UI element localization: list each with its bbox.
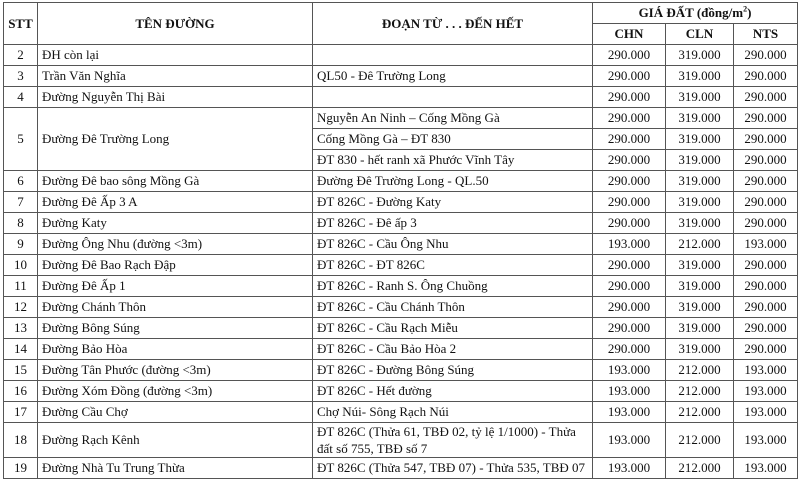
cell-segment: ĐT 826C - Ranh S. Ông Chuồng <box>313 276 593 297</box>
cell-cln: 319.000 <box>666 129 734 150</box>
table-row <box>4 234 798 255</box>
cell-stt: 2 <box>4 45 38 66</box>
cell-nts: 193.000 <box>734 402 798 423</box>
table-row <box>4 458 798 479</box>
cell-segment: ĐT 826C - Đường Katy <box>313 192 593 213</box>
table-row <box>4 297 798 318</box>
cell-nts: 193.000 <box>734 360 798 381</box>
cell-chn: 290.000 <box>593 318 666 339</box>
cell-cln: 319.000 <box>666 108 734 129</box>
cell-nts: 290.000 <box>734 339 798 360</box>
cell-stt: 4 <box>4 87 38 108</box>
cell-name: Đường Đê Trường Long <box>38 108 313 171</box>
cell-nts: 193.000 <box>734 423 798 458</box>
cell-stt: 7 <box>4 192 38 213</box>
cell-nts: 290.000 <box>734 276 798 297</box>
table-row <box>4 423 798 458</box>
cell-chn: 290.000 <box>593 297 666 318</box>
cell-name: Đường Chánh Thôn <box>38 297 313 318</box>
cell-segment: Chợ Núi- Sông Rạch Núi <box>313 402 593 423</box>
cell-segment: ĐT 826C - Cầu Rạch Miễu <box>313 318 593 339</box>
cell-segment: ĐT 826C - ĐT 826C <box>313 255 593 276</box>
cell-nts: 290.000 <box>734 87 798 108</box>
cell-nts: 290.000 <box>734 171 798 192</box>
cell-nts: 193.000 <box>734 234 798 255</box>
cell-segment: Đường Đê Trường Long - QL.50 <box>313 171 593 192</box>
cell-nts: 290.000 <box>734 192 798 213</box>
cell-name: Đường Nguyễn Thị Bài <box>38 87 313 108</box>
cell-name: Đường Đê Bao Rạch Đập <box>38 255 313 276</box>
cell-cln: 212.000 <box>666 381 734 402</box>
cell-name: ĐH còn lại <box>38 45 313 66</box>
cell-nts: 290.000 <box>734 45 798 66</box>
cell-segment: ĐT 830 - hết ranh xã Phước Vĩnh Tây <box>313 150 593 171</box>
cell-chn: 290.000 <box>593 339 666 360</box>
header-gia-dat-text: GIÁ ĐẤT (đồng/m <box>638 5 744 20</box>
cell-chn: 290.000 <box>593 45 666 66</box>
cell-stt: 5 <box>4 108 38 171</box>
cell-name: Đường Bảo Hòa <box>38 339 313 360</box>
cell-cln: 319.000 <box>666 150 734 171</box>
cell-name: Đường Bông Súng <box>38 318 313 339</box>
header-stt: STT <box>4 3 38 45</box>
cell-segment: Cống Mồng Gà – ĐT 830 <box>313 129 593 150</box>
table-row <box>4 381 798 402</box>
cell-stt: 3 <box>4 66 38 87</box>
cell-cln: 212.000 <box>666 360 734 381</box>
cell-cln: 319.000 <box>666 297 734 318</box>
cell-cln: 319.000 <box>666 276 734 297</box>
cell-chn: 290.000 <box>593 171 666 192</box>
cell-segment <box>313 45 593 66</box>
cell-segment: ĐT 826C - Cầu Bảo Hòa 2 <box>313 339 593 360</box>
cell-name: Đường Tân Phước (đường <3m) <box>38 360 313 381</box>
cell-nts: 290.000 <box>734 213 798 234</box>
cell-cln: 319.000 <box>666 339 734 360</box>
table-row <box>4 276 798 297</box>
table-row <box>4 87 798 108</box>
cell-chn: 193.000 <box>593 381 666 402</box>
cell-segment: QL50 - Đê Trường Long <box>313 66 593 87</box>
land-price-table <box>3 2 798 479</box>
cell-name: Đường Ông Nhu (đường <3m) <box>38 234 313 255</box>
table-row <box>4 318 798 339</box>
table-row <box>4 192 798 213</box>
cell-name: Đường Đê Ấp 1 <box>38 276 313 297</box>
cell-cln: 319.000 <box>666 318 734 339</box>
cell-chn: 290.000 <box>593 66 666 87</box>
cell-chn: 193.000 <box>593 458 666 479</box>
table-row <box>4 360 798 381</box>
cell-stt: 17 <box>4 402 38 423</box>
cell-stt: 6 <box>4 171 38 192</box>
cell-nts: 193.000 <box>734 458 798 479</box>
cell-name: Đường Rạch Kênh <box>38 423 313 458</box>
cell-stt: 11 <box>4 276 38 297</box>
cell-stt: 12 <box>4 297 38 318</box>
cell-chn: 290.000 <box>593 150 666 171</box>
cell-chn: 290.000 <box>593 87 666 108</box>
header-gia-dat <box>593 3 798 24</box>
cell-chn: 290.000 <box>593 276 666 297</box>
cell-name: Đường Đê bao sông Mồng Gà <box>38 171 313 192</box>
cell-segment: ĐT 826C - Cầu Chánh Thôn <box>313 297 593 318</box>
table-row <box>4 339 798 360</box>
cell-nts: 290.000 <box>734 318 798 339</box>
cell-chn: 193.000 <box>593 234 666 255</box>
cell-nts: 290.000 <box>734 66 798 87</box>
cell-cln: 319.000 <box>666 171 734 192</box>
table-row <box>4 45 798 66</box>
cell-name: Trần Văn Nghĩa <box>38 66 313 87</box>
cell-segment: ĐT 826C - Hết đường <box>313 381 593 402</box>
cell-stt: 19 <box>4 458 38 479</box>
table-row <box>4 108 798 129</box>
cell-chn: 290.000 <box>593 255 666 276</box>
cell-cln: 212.000 <box>666 423 734 458</box>
cell-segment: ĐT 826C - Đường Bông Súng <box>313 360 593 381</box>
header-gia-dat-sup: 2 <box>743 4 748 14</box>
cell-chn: 193.000 <box>593 360 666 381</box>
table-row <box>4 255 798 276</box>
table-row <box>4 171 798 192</box>
cell-stt: 16 <box>4 381 38 402</box>
header-gia-dat-close: ) <box>747 5 752 20</box>
cell-nts: 290.000 <box>734 150 798 171</box>
cell-stt: 13 <box>4 318 38 339</box>
cell-chn: 193.000 <box>593 402 666 423</box>
table-row <box>4 66 798 87</box>
cell-chn: 290.000 <box>593 192 666 213</box>
cell-nts: 193.000 <box>734 381 798 402</box>
cell-chn: 290.000 <box>593 129 666 150</box>
cell-name: Đường Xóm Đồng (đường <3m) <box>38 381 313 402</box>
table-body <box>4 45 798 479</box>
cell-segment: ĐT 826C - Cầu Ông Nhu <box>313 234 593 255</box>
cell-cln: 319.000 <box>666 213 734 234</box>
header-cln: CLN <box>666 24 734 45</box>
cell-stt: 10 <box>4 255 38 276</box>
cell-stt: 8 <box>4 213 38 234</box>
cell-cln: 319.000 <box>666 255 734 276</box>
cell-chn: 193.000 <box>593 423 666 458</box>
cell-chn: 290.000 <box>593 213 666 234</box>
cell-nts: 290.000 <box>734 108 798 129</box>
header-chn: CHN <box>593 24 666 45</box>
cell-segment: Nguyễn An Ninh – Cống Mồng Gà <box>313 108 593 129</box>
cell-name: Đường Nhà Tu Trung Thừa <box>38 458 313 479</box>
cell-cln: 212.000 <box>666 402 734 423</box>
cell-nts: 290.000 <box>734 129 798 150</box>
cell-cln: 319.000 <box>666 87 734 108</box>
cell-segment: ĐT 826C (Thửa 547, TBĐ 07) - Thửa 535, TBĐ 07 <box>313 458 593 479</box>
cell-cln: 319.000 <box>666 192 734 213</box>
cell-stt: 14 <box>4 339 38 360</box>
header-ten-duong: TÊN ĐƯỜNG <box>38 3 313 45</box>
table-row <box>4 402 798 423</box>
header-doan: ĐOẠN TỪ . . . ĐẾN HẾT <box>313 3 593 45</box>
cell-stt: 15 <box>4 360 38 381</box>
cell-chn: 290.000 <box>593 108 666 129</box>
cell-segment: ĐT 826C (Thửa 61, TBĐ 02, tỷ lệ 1/1000) - Thửa đất số 755, TBĐ số 7 <box>313 423 593 458</box>
cell-cln: 212.000 <box>666 234 734 255</box>
cell-cln: 212.000 <box>666 458 734 479</box>
cell-name: Đường Đê Ấp 3 A <box>38 192 313 213</box>
cell-nts: 290.000 <box>734 297 798 318</box>
cell-nts: 290.000 <box>734 255 798 276</box>
cell-cln: 319.000 <box>666 45 734 66</box>
cell-cln: 319.000 <box>666 66 734 87</box>
cell-name: Đường Katy <box>38 213 313 234</box>
cell-stt: 9 <box>4 234 38 255</box>
cell-stt: 18 <box>4 423 38 458</box>
table-row <box>4 213 798 234</box>
header-nts: NTS <box>734 24 798 45</box>
cell-segment <box>313 87 593 108</box>
cell-name: Đường Cầu Chợ <box>38 402 313 423</box>
cell-segment: ĐT 826C - Đê ấp 3 <box>313 213 593 234</box>
